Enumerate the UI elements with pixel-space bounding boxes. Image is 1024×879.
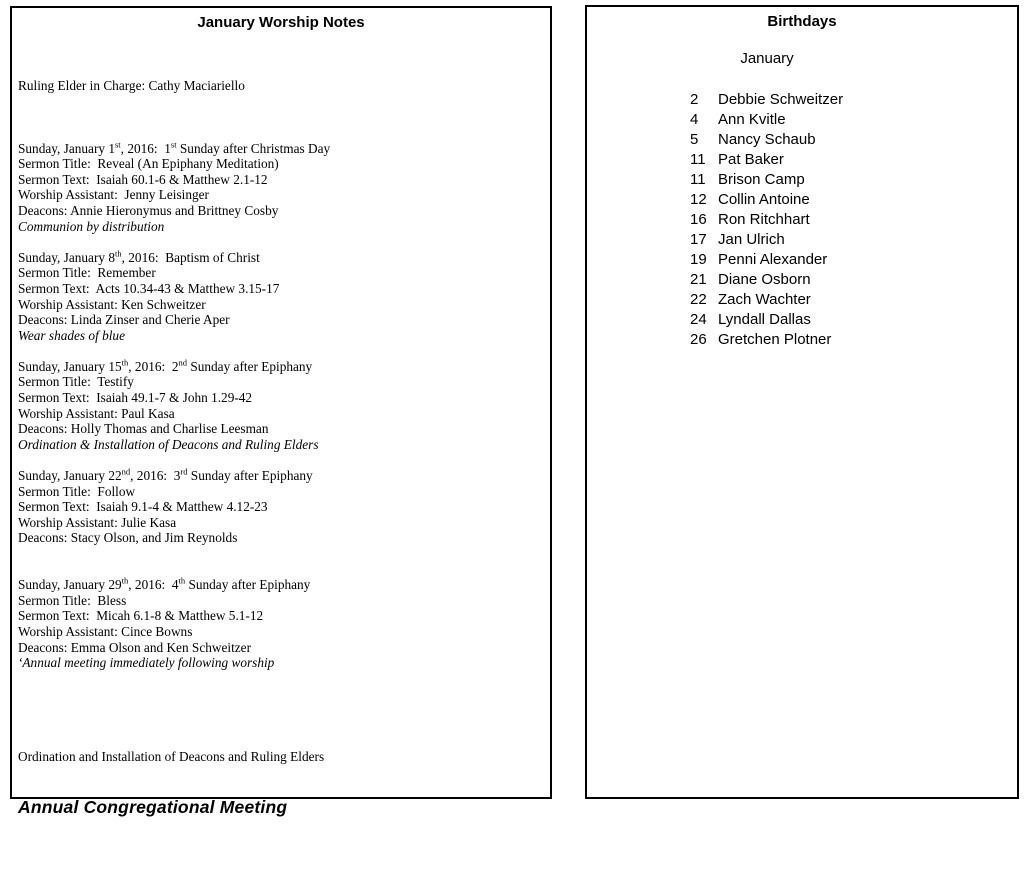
service-line: Sermon Text: Isaiah 60.1-6 & Matthew 2.1-12: [18, 171, 268, 187]
service-note: ‘Annual meeting immediately following worship: [18, 655, 275, 671]
heading-text: Sunday after Christmas Day: [176, 140, 331, 156]
birthday-row: [690, 230, 1017, 250]
ordinal-superscript: th: [121, 575, 129, 586]
birthday-day: 26: [690, 331, 707, 348]
ordinal-superscript: nd: [178, 357, 188, 368]
birthday-day: 16: [690, 211, 707, 228]
service-block: [18, 468, 540, 546]
service-heading: [18, 141, 540, 157]
service-line: Deacons: Stacy Olson, and Jim Reynolds: [18, 530, 238, 546]
service-line: Sermon Text: Acts 10.34-43 & Matthew 3.15-17: [18, 280, 280, 296]
birthday-row: [690, 290, 1017, 310]
birthday-name: Nancy Schaub: [718, 131, 816, 148]
service-note: Communion by distribution: [18, 218, 165, 234]
worship-notes-page: [10, 6, 552, 817]
service-block: [18, 359, 540, 453]
ordinal-superscript: th: [121, 357, 129, 368]
birthday-row: [690, 130, 1017, 150]
service-line: Worship Assistant: Paul Kasa: [18, 405, 175, 421]
service-line: Sermon Title: Follow: [18, 483, 136, 499]
heading-text: , 2016: 1: [120, 140, 171, 156]
worship-notes-body: [18, 47, 540, 879]
service-note: Wear shades of blue: [18, 327, 125, 343]
birthday-name: Collin Antoine: [718, 191, 810, 208]
closing-section: [18, 718, 540, 848]
heading-text: Sunday, January 8: [18, 249, 115, 265]
service-line: Sermon Title: Bless: [18, 592, 127, 608]
birthday-month-label: January: [740, 50, 794, 67]
heading-text: Sunday, January 15: [18, 358, 122, 374]
birthday-row: [690, 90, 1017, 110]
service-heading: [18, 577, 540, 593]
birthday-name: Ann Kvitle: [718, 111, 786, 128]
annual-meeting-line: Annual Congregational Meeting: [18, 796, 288, 817]
service-block: [18, 141, 540, 235]
birthday-name: Jan Ulrich: [718, 231, 785, 248]
ordinal-superscript: rd: [180, 466, 188, 477]
heading-text: Sunday after Epiphany: [187, 358, 313, 374]
heading-text: , 2016: 4: [128, 577, 179, 593]
service-line: Sermon Text: Isaiah 9.1-4 & Matthew 4.12-23: [18, 499, 268, 515]
ordinal-superscript: st: [115, 139, 121, 150]
service-line: Worship Assistant: Julie Kasa: [18, 514, 177, 530]
birthday-row: [690, 150, 1017, 170]
ordinal-superscript: nd: [121, 466, 131, 477]
service-line: Sermon Text: Isaiah 49.1-7 & John 1.29-42: [18, 390, 253, 406]
birthday-name: Gretchen Plotner: [718, 331, 832, 348]
service-line: Worship Assistant: Cince Bowns: [18, 623, 193, 639]
birthday-day: 11: [690, 151, 706, 168]
birthday-day: 24: [690, 311, 707, 328]
birthdays-list: [587, 90, 1017, 350]
service-line: Sermon Text: Micah 6.1-8 & Matthew 5.1-12: [18, 608, 264, 624]
ruling-elder-line: Ruling Elder in Charge: Cathy Maciariello: [18, 78, 245, 94]
birthday-day: 17: [690, 231, 707, 248]
ordination-line: Ordination and Installation of Deacons and Ruling Elders: [18, 748, 325, 764]
birthday-row: [690, 110, 1017, 130]
birthday-row: [690, 210, 1017, 230]
ordinal-superscript: th: [115, 248, 122, 259]
ordinal-superscript: th: [178, 575, 186, 586]
service-block: [18, 577, 540, 671]
service-line: Worship Assistant: Ken Schweitzer: [18, 296, 206, 312]
service-line: Deacons: Holly Thomas and Charlise Leesman: [18, 421, 269, 437]
heading-text: Sunday, January 1: [18, 140, 115, 156]
service-block: [18, 250, 540, 344]
birthdays-title: Birthdays: [767, 13, 837, 30]
birthday-name: Pat Baker: [718, 151, 784, 168]
worship-notes-title: January Worship Notes: [197, 14, 365, 31]
birthday-day: 12: [690, 191, 707, 208]
birthday-row: [690, 330, 1017, 350]
service-heading: [18, 468, 540, 484]
service-heading: [18, 359, 540, 375]
birthday-day: 11: [690, 171, 706, 188]
birthday-row: [690, 250, 1017, 270]
services-list: [18, 141, 540, 671]
service-heading: [18, 250, 540, 266]
birthday-row: [690, 170, 1017, 190]
service-line: Worship Assistant: Jenny Leisinger: [18, 187, 209, 203]
service-line: Sermon Title: Reveal (An Epiphany Meditation): [18, 156, 279, 172]
heading-text: , 2016: 2: [128, 358, 179, 374]
service-line: Deacons: Emma Olson and Ken Schweitzer: [18, 639, 251, 655]
birthday-day: 19: [690, 251, 707, 268]
birthday-day: 5: [690, 131, 699, 148]
heading-text: , 2016: Baptism of Christ: [121, 249, 260, 265]
birthday-name: Brison Camp: [718, 171, 805, 188]
heading-text: Sunday after Epiphany: [187, 468, 313, 484]
birthday-day: 21: [690, 271, 707, 288]
birthday-name: Debbie Schweitzer: [718, 91, 844, 108]
service-line: Deacons: Linda Zinser and Cherie Aper: [18, 312, 230, 328]
birthday-name: Lyndall Dallas: [718, 311, 811, 328]
birthday-day: 22: [690, 291, 707, 308]
heading-text: Sunday, January 22: [18, 468, 122, 484]
service-note: Ordination & Installation of Deacons and Ruling Elders: [18, 436, 319, 452]
birthday-name: Zach Wachter: [718, 291, 811, 308]
birthday-name: Diane Osborn: [718, 271, 811, 288]
birthday-name: Penni Alexander: [718, 251, 828, 268]
heading-text: Sunday after Epiphany: [185, 577, 311, 593]
heading-text: Sunday, January 29: [18, 577, 122, 593]
birthday-day: 2: [690, 91, 699, 108]
heading-text: , 2016: 3: [130, 468, 181, 484]
birthday-day: 4: [690, 111, 699, 128]
birthday-row: [690, 190, 1017, 210]
birthday-row: [690, 270, 1017, 290]
birthday-name: Ron Ritchhart: [718, 211, 810, 228]
service-line: Sermon Title: Testify: [18, 374, 134, 390]
service-line: Sermon Title: Remember: [18, 265, 156, 281]
service-line: Deacons: Annie Hieronymus and Brittney Cosby: [18, 202, 279, 218]
birthday-row: [690, 310, 1017, 330]
birthdays-page: [585, 5, 1019, 799]
ordinal-superscript: st: [170, 139, 177, 150]
